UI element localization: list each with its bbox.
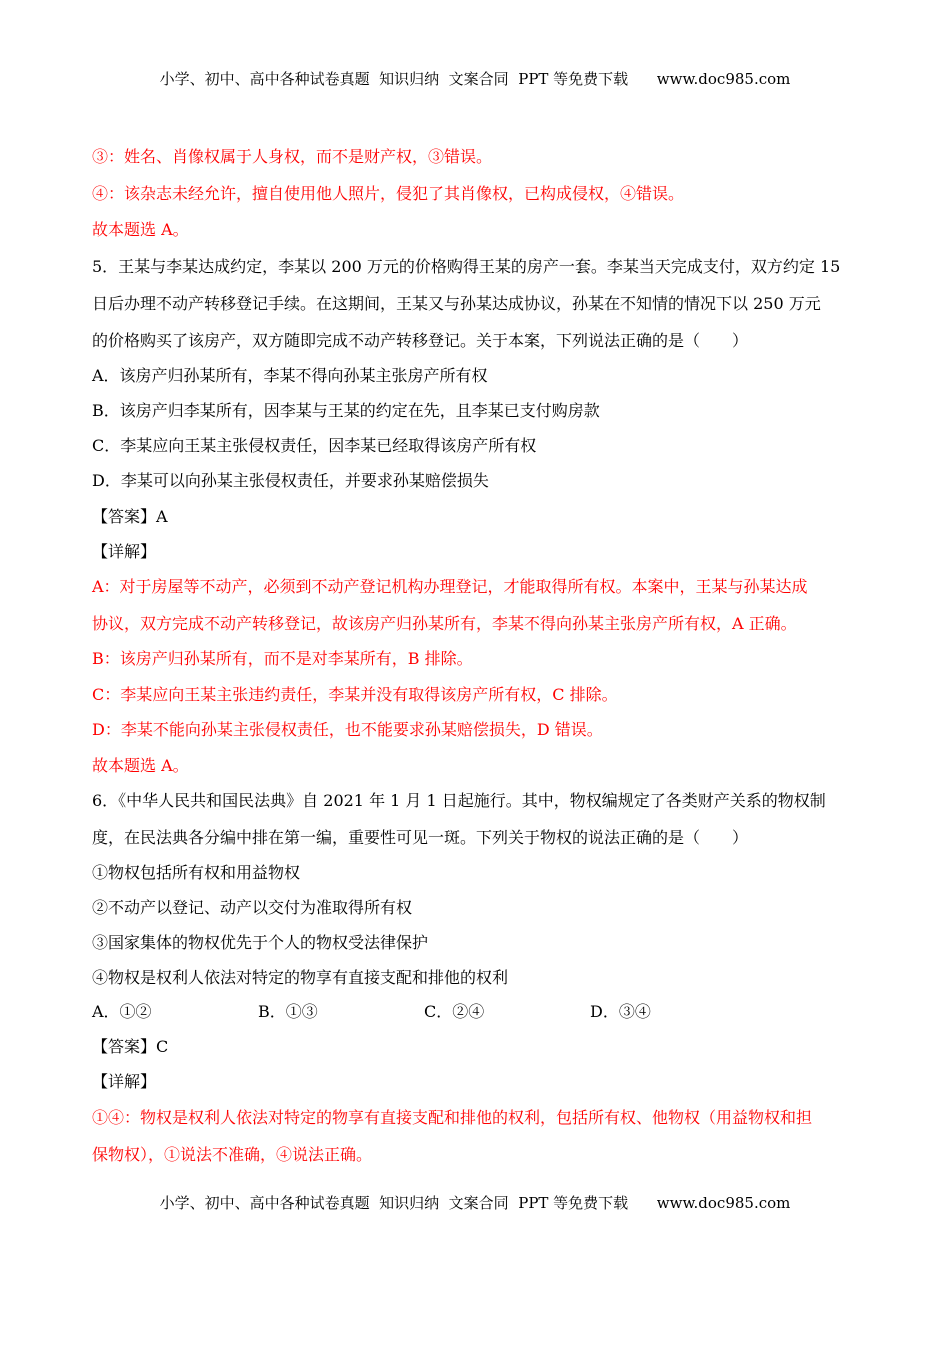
q5-detail-line-3: B：该房产归孙某所有，而不是对李某所有，B 排除。 bbox=[92, 649, 473, 668]
q6-option-c: C．②④ bbox=[424, 1002, 485, 1021]
q5-option-c: C．李某应向王某主张侵权责任，因李某已经取得该房产所有权 bbox=[92, 436, 537, 455]
q6-stem-line-2: 度，在民法典各分编中排在第一编，重要性可见一斑。下列关于物权的说法正确的是（ ） bbox=[92, 828, 749, 847]
q5-stem-line-3: 的价格购买了该房产，双方随即完成不动产转移登记。关于本案，下列说法正确的是（ ） bbox=[92, 331, 749, 350]
q5-detail-label: 【详解】 bbox=[92, 542, 157, 561]
q5-detail-line-2: 协议，双方完成不动产转移登记，故该房产归孙某所有，李某不得向孙某主张房产所有权，A 正确。 bbox=[92, 614, 797, 633]
page-header: 小学、初中、高中各种试卷真题 知识归纳 文案合同 PPT 等免费下载 www.doc985.com bbox=[159, 70, 791, 88]
q6-option-b: B．①③ bbox=[258, 1002, 318, 1021]
q6-detail-line-2: 保物权），①说法不准确，④说法正确。 bbox=[92, 1145, 373, 1164]
prev-detail-line-3: ③：姓名、肖像权属于人身权，而不是财产权，③错误。 bbox=[92, 147, 493, 166]
q6-statement-1: ①物权包括所有权和用益物权 bbox=[92, 863, 301, 882]
page-footer: 小学、初中、高中各种试卷真题 知识归纳 文案合同 PPT 等免费下载 www.doc985.com bbox=[159, 1194, 791, 1212]
q6-statement-4: ④物权是权利人依法对特定的物享有直接支配和排他的权利 bbox=[92, 968, 509, 987]
q5-detail-line-1: A：对于房屋等不动产，必须到不动产登记机构办理登记，才能取得所有权。本案中，王某与孙某达成 bbox=[92, 577, 808, 596]
q6-detail-label: 【详解】 bbox=[92, 1072, 157, 1091]
q5-stem-line-2: 日后办理不动产转移登记手续。在这期间，王某又与孙某达成协议，孙某在不知情的情况下以 250 万元 bbox=[92, 294, 821, 313]
q5-stem-line-1: 5．王某与李某达成约定，李某以 200 万元的价格购得王某的房产一套。李某当天完成支付，双方约定 15 bbox=[92, 257, 841, 276]
prev-detail-line-4: ④：该杂志未经允许，擅自使用他人照片，侵犯了其肖像权，已构成侵权，④错误。 bbox=[92, 184, 685, 203]
q5-option-d: D．李某可以向孙某主张侵权责任，并要求孙某赔偿损失 bbox=[92, 471, 489, 490]
q5-option-a: A．该房产归孙某所有，李某不得向孙某主张房产所有权 bbox=[92, 366, 488, 385]
q6-option-a: A．①② bbox=[92, 1002, 152, 1021]
q5-conclusion: 故本题选 A。 bbox=[92, 756, 189, 775]
q6-detail-line-1: ①④：物权是权利人依法对特定的物享有直接支配和排他的权利，包括所有权、他物权（用益物权和担 bbox=[92, 1108, 813, 1127]
q6-option-d: D．③④ bbox=[590, 1002, 651, 1021]
prev-conclusion: 故本题选 A。 bbox=[92, 220, 189, 239]
q6-statement-3: ③国家集体的物权优先于个人的物权受法律保护 bbox=[92, 933, 429, 952]
q6-statement-2: ②不动产以登记、动产以交付为准取得所有权 bbox=[92, 898, 413, 917]
q5-answer: 【答案】A bbox=[92, 507, 168, 526]
q6-stem-line-1: 6．《中华人民共和国民法典》自 2021 年 1 月 1 日起施行。其中，物权编规定了各类财产关系的物权制 bbox=[92, 791, 826, 810]
q6-answer: 【答案】C bbox=[92, 1037, 169, 1056]
q5-detail-line-5: D：李某不能向孙某主张侵权责任，也不能要求孙某赔偿损失，D 错误。 bbox=[92, 720, 603, 739]
q5-option-b: B．该房产归李某所有，因李某与王某的约定在先，且李某已支付购房款 bbox=[92, 401, 600, 420]
q5-detail-line-4: C：李某应向王某主张违约责任，李某并没有取得该房产所有权，C 排除。 bbox=[92, 685, 618, 704]
